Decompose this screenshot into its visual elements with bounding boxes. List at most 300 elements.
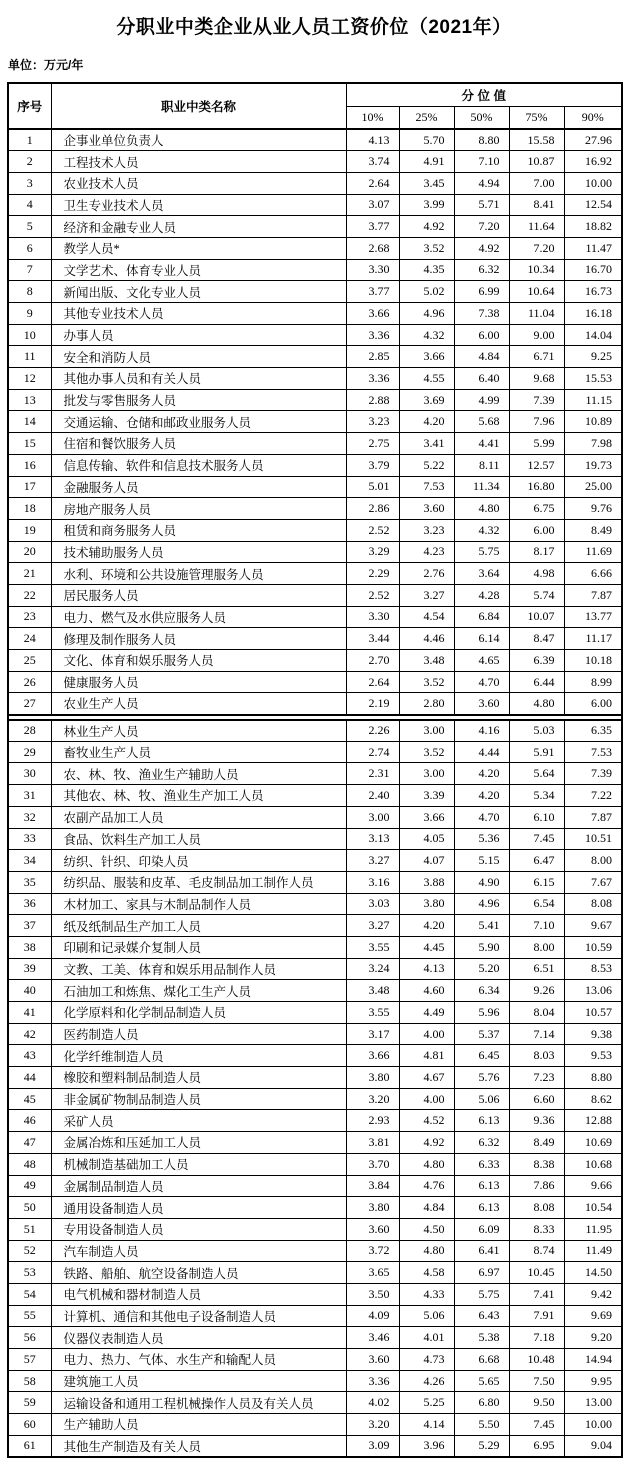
- percentile-value-cell-p50: 6.33: [454, 1153, 509, 1175]
- percentile-value-cell-p10: 3.44: [346, 628, 399, 650]
- percentile-value-cell-p10: 3.36: [346, 1370, 399, 1392]
- table-row: [8, 324, 622, 346]
- percentile-value-cell-p10: 2.93: [346, 1110, 399, 1132]
- percentile-value-cell-p25: 7.53: [399, 476, 454, 498]
- occupation-name-cell: 新闻出版、文化专业人员: [51, 281, 346, 303]
- percentile-value-cell-p25: 4.92: [399, 1132, 454, 1154]
- percentile-value-cell-p50: 4.44: [454, 741, 509, 763]
- occupation-name-cell: 运输设备和通用工程机械操作人员及有关人员: [51, 1392, 346, 1414]
- table-row: [8, 958, 622, 980]
- percentile-value-cell-p10: 4.09: [346, 1305, 399, 1327]
- percentile-value-cell-p25: 4.45: [399, 936, 454, 958]
- table-row: [8, 1110, 622, 1132]
- row-index-cell: 33: [8, 828, 51, 850]
- percentile-value-cell-p10: 3.72: [346, 1240, 399, 1262]
- percentile-value-cell-p75: 7.41: [509, 1283, 564, 1305]
- percentile-value-cell-p50: 6.99: [454, 281, 509, 303]
- percentile-value-cell-p10: 3.30: [346, 606, 399, 628]
- percentile-value-cell-p25: 4.23: [399, 541, 454, 563]
- percentile-value-cell-p50: 6.40: [454, 368, 509, 390]
- table-row: [8, 1067, 622, 1089]
- row-index-cell: 29: [8, 741, 51, 763]
- percentile-value-cell-p75: 8.47: [509, 628, 564, 650]
- percentile-value-cell-p25: 5.22: [399, 454, 454, 476]
- percentile-value-cell-p25: 4.54: [399, 606, 454, 628]
- percentile-value-cell-p10: 3.66: [346, 1045, 399, 1067]
- table-row: [8, 1175, 622, 1197]
- percentile-value-cell-p10: 3.36: [346, 368, 399, 390]
- percentile-value-cell-p90: 16.92: [564, 151, 622, 173]
- percentile-value-cell-p90: 9.38: [564, 1023, 622, 1045]
- occupation-name-cell: 技术辅助服务人员: [51, 541, 346, 563]
- percentile-value-cell-p10: 2.88: [346, 389, 399, 411]
- percentile-value-cell-p10: 2.26: [346, 720, 399, 742]
- percentile-value-cell-p90: 9.76: [564, 498, 622, 520]
- row-index-cell: 40: [8, 980, 51, 1002]
- percentile-value-cell-p10: 3.29: [346, 541, 399, 563]
- percentile-value-cell-p75: 9.50: [509, 1392, 564, 1414]
- row-index-cell: 23: [8, 606, 51, 628]
- row-index-cell: 22: [8, 584, 51, 606]
- row-index-cell: 27: [8, 693, 51, 715]
- percentile-value-cell-p75: 6.51: [509, 958, 564, 980]
- percentile-value-cell-p50: 7.38: [454, 303, 509, 325]
- occupation-name-cell: 医药制造人员: [51, 1023, 346, 1045]
- row-index-cell: 52: [8, 1240, 51, 1262]
- percentile-value-cell-p50: 5.90: [454, 936, 509, 958]
- percentile-value-cell-p50: 4.70: [454, 671, 509, 693]
- percentile-value-cell-p75: 11.64: [509, 216, 564, 238]
- percentile-value-cell-p90: 14.04: [564, 324, 622, 346]
- percentile-value-cell-p75: 5.03: [509, 720, 564, 742]
- percentile-value-cell-p75: 4.98: [509, 563, 564, 585]
- percentile-value-cell-p50: 5.76: [454, 1067, 509, 1089]
- row-index-cell: 41: [8, 1002, 51, 1024]
- percentile-value-cell-p50: 6.00: [454, 324, 509, 346]
- percentile-value-cell-p10: 3.55: [346, 1002, 399, 1024]
- percentile-value-cell-p10: 2.74: [346, 741, 399, 763]
- occupation-name-cell: 文化、体育和娱乐服务人员: [51, 650, 346, 672]
- table-row: [8, 980, 622, 1002]
- percentile-value-cell-p75: 6.39: [509, 650, 564, 672]
- occupation-name-cell: 农、林、牧、渔业生产辅助人员: [51, 763, 346, 785]
- col-header-p50: 50%: [454, 107, 509, 130]
- percentile-value-cell-p50: 4.70: [454, 806, 509, 828]
- percentile-value-cell-p50: 4.84: [454, 346, 509, 368]
- occupation-name-cell: 住宿和餐饮服务人员: [51, 433, 346, 455]
- table-row: [8, 216, 622, 238]
- col-header-p10: 10%: [346, 107, 399, 130]
- percentile-value-cell-p50: 5.38: [454, 1327, 509, 1349]
- percentile-value-cell-p10: 2.70: [346, 650, 399, 672]
- percentile-value-cell-p10: 3.30: [346, 259, 399, 281]
- percentile-value-cell-p50: 4.94: [454, 172, 509, 194]
- table-row: [8, 433, 622, 455]
- percentile-value-cell-p10: 3.27: [346, 915, 399, 937]
- percentile-value-cell-p75: 8.04: [509, 1002, 564, 1024]
- occupation-name-cell: 仪器仪表制造人员: [51, 1327, 346, 1349]
- row-index-cell: 11: [8, 346, 51, 368]
- percentile-value-cell-p25: 4.60: [399, 980, 454, 1002]
- percentile-value-cell-p90: 7.39: [564, 763, 622, 785]
- percentile-value-cell-p75: 4.80: [509, 693, 564, 715]
- percentile-value-cell-p75: 7.86: [509, 1175, 564, 1197]
- percentile-value-cell-p25: 3.45: [399, 172, 454, 194]
- occupation-name-cell: 农业技术人员: [51, 172, 346, 194]
- percentile-value-cell-p75: 10.64: [509, 281, 564, 303]
- percentile-value-cell-p25: 3.27: [399, 584, 454, 606]
- percentile-value-cell-p25: 4.92: [399, 216, 454, 238]
- row-index-cell: 8: [8, 281, 51, 303]
- table-row: [8, 454, 622, 476]
- occupation-name-cell: 通用设备制造人员: [51, 1197, 346, 1219]
- percentile-value-cell-p75: 7.18: [509, 1327, 564, 1349]
- percentile-value-cell-p50: 5.36: [454, 828, 509, 850]
- percentile-value-cell-p90: 7.98: [564, 433, 622, 455]
- row-index-cell: 4: [8, 194, 51, 216]
- occupation-name-cell: 生产辅助人员: [51, 1414, 346, 1436]
- percentile-value-cell-p25: 4.13: [399, 958, 454, 980]
- percentile-value-cell-p25: 2.76: [399, 563, 454, 585]
- percentile-value-cell-p25: 4.67: [399, 1067, 454, 1089]
- table-row: [8, 1327, 622, 1349]
- percentile-value-cell-p25: 4.05: [399, 828, 454, 850]
- percentile-value-cell-p90: 7.53: [564, 741, 622, 763]
- percentile-value-cell-p75: 8.41: [509, 194, 564, 216]
- table-row: [8, 194, 622, 216]
- percentile-value-cell-p10: 3.77: [346, 281, 399, 303]
- percentile-value-cell-p90: 11.95: [564, 1218, 622, 1240]
- percentile-value-cell-p90: 14.50: [564, 1262, 622, 1284]
- table-row: [8, 1392, 622, 1414]
- table-row: [8, 1153, 622, 1175]
- percentile-value-cell-p90: 13.06: [564, 980, 622, 1002]
- table-row: [8, 1088, 622, 1110]
- percentile-value-cell-p10: 4.02: [346, 1392, 399, 1414]
- percentile-value-cell-p50: 4.32: [454, 519, 509, 541]
- percentile-value-cell-p25: 4.80: [399, 1153, 454, 1175]
- percentile-value-cell-p90: 9.20: [564, 1327, 622, 1349]
- percentile-value-cell-p25: 4.55: [399, 368, 454, 390]
- occupation-name-cell: 化学纤维制造人员: [51, 1045, 346, 1067]
- percentile-value-cell-p50: 3.64: [454, 563, 509, 585]
- percentile-value-cell-p50: 6.13: [454, 1175, 509, 1197]
- table-row: [8, 806, 622, 828]
- percentile-value-cell-p10: 2.31: [346, 763, 399, 785]
- percentile-value-cell-p50: 6.32: [454, 259, 509, 281]
- col-header-p25: 25%: [399, 107, 454, 130]
- percentile-value-cell-p50: 4.96: [454, 893, 509, 915]
- table-row: [8, 1023, 622, 1045]
- percentile-value-cell-p50: 4.16: [454, 720, 509, 742]
- table-row: [8, 237, 622, 259]
- percentile-value-cell-p10: 3.20: [346, 1088, 399, 1110]
- percentile-value-cell-p50: 5.65: [454, 1370, 509, 1392]
- table-row: [8, 1262, 622, 1284]
- row-index-cell: 6: [8, 237, 51, 259]
- percentile-value-cell-p75: 6.00: [509, 519, 564, 541]
- percentile-value-cell-p90: 6.00: [564, 693, 622, 715]
- percentile-value-cell-p25: 5.02: [399, 281, 454, 303]
- percentile-value-cell-p50: 4.41: [454, 433, 509, 455]
- percentile-value-cell-p25: 4.96: [399, 303, 454, 325]
- percentile-value-cell-p90: 14.94: [564, 1349, 622, 1371]
- percentile-value-cell-p75: 6.54: [509, 893, 564, 915]
- col-header-percentile-group: 分 位 值: [346, 83, 622, 107]
- occupation-name-cell: 电力、燃气及水供应服务人员: [51, 606, 346, 628]
- occupation-name-cell: 其他专业技术人员: [51, 303, 346, 325]
- percentile-value-cell-p50: 5.20: [454, 958, 509, 980]
- percentile-value-cell-p90: 10.54: [564, 1197, 622, 1219]
- percentile-value-cell-p25: 4.07: [399, 850, 454, 872]
- occupation-name-cell: 安全和消防人员: [51, 346, 346, 368]
- wage-table: [7, 82, 623, 1458]
- percentile-value-cell-p25: 4.14: [399, 1414, 454, 1436]
- occupation-name-cell: 水利、环境和公共设施管理服务人员: [51, 563, 346, 585]
- occupation-name-cell: 石油加工和炼焦、煤化工生产人员: [51, 980, 346, 1002]
- percentile-value-cell-p75: 6.75: [509, 498, 564, 520]
- table-row: [8, 606, 622, 628]
- percentile-value-cell-p10: 2.68: [346, 237, 399, 259]
- percentile-value-cell-p25: 3.41: [399, 433, 454, 455]
- percentile-value-cell-p10: 3.77: [346, 216, 399, 238]
- percentile-value-cell-p50: 6.41: [454, 1240, 509, 1262]
- occupation-name-cell: 其他生产制造及有关人员: [51, 1435, 346, 1457]
- occupation-name-cell: 金融服务人员: [51, 476, 346, 498]
- percentile-value-cell-p75: 7.45: [509, 1414, 564, 1436]
- percentile-value-cell-p10: 3.17: [346, 1023, 399, 1045]
- occupation-name-cell: 修理及制作服务人员: [51, 628, 346, 650]
- percentile-value-cell-p90: 16.18: [564, 303, 622, 325]
- percentile-value-cell-p90: 10.18: [564, 650, 622, 672]
- table-row: [8, 741, 622, 763]
- percentile-value-cell-p75: 7.00: [509, 172, 564, 194]
- percentile-value-cell-p90: 9.25: [564, 346, 622, 368]
- percentile-value-cell-p10: 2.64: [346, 172, 399, 194]
- occupation-name-cell: 林业生产人员: [51, 720, 346, 742]
- percentile-value-cell-p75: 10.07: [509, 606, 564, 628]
- percentile-value-cell-p90: 18.82: [564, 216, 622, 238]
- percentile-value-cell-p75: 7.96: [509, 411, 564, 433]
- occupation-name-cell: 文教、工美、体育和娱乐用品制作人员: [51, 958, 346, 980]
- row-index-cell: 12: [8, 368, 51, 390]
- percentile-value-cell-p90: 10.00: [564, 1414, 622, 1436]
- occupation-name-cell: 交通运输、仓储和邮政业服务人员: [51, 411, 346, 433]
- percentile-value-cell-p10: 3.65: [346, 1262, 399, 1284]
- percentile-value-cell-p50: 5.06: [454, 1088, 509, 1110]
- percentile-value-cell-p90: 6.35: [564, 720, 622, 742]
- row-index-cell: 13: [8, 389, 51, 411]
- row-index-cell: 38: [8, 936, 51, 958]
- percentile-value-cell-p90: 11.17: [564, 628, 622, 650]
- table-row: [8, 519, 622, 541]
- percentile-value-cell-p75: 8.33: [509, 1218, 564, 1240]
- table-row: [8, 871, 622, 893]
- table-row: [8, 828, 622, 850]
- table-row: [8, 389, 622, 411]
- percentile-value-cell-p10: 3.20: [346, 1414, 399, 1436]
- percentile-value-cell-p75: 6.95: [509, 1435, 564, 1457]
- percentile-value-cell-p50: 7.10: [454, 151, 509, 173]
- percentile-value-cell-p25: 4.33: [399, 1283, 454, 1305]
- percentile-value-cell-p75: 8.17: [509, 541, 564, 563]
- percentile-value-cell-p50: 11.34: [454, 476, 509, 498]
- table-row: [8, 915, 622, 937]
- percentile-value-cell-p25: 4.46: [399, 628, 454, 650]
- occupation-name-cell: 畜牧业生产人员: [51, 741, 346, 763]
- occupation-name-cell: 农业生产人员: [51, 693, 346, 715]
- percentile-value-cell-p50: 8.80: [454, 129, 509, 151]
- occupation-name-cell: 金属制品制造人员: [51, 1175, 346, 1197]
- percentile-value-cell-p10: 2.86: [346, 498, 399, 520]
- percentile-value-cell-p10: 5.01: [346, 476, 399, 498]
- occupation-name-cell: 木材加工、家具与木制品制作人员: [51, 893, 346, 915]
- occupation-name-cell: 机械制造基础加工人员: [51, 1153, 346, 1175]
- occupation-name-cell: 其他农、林、牧、渔业生产加工人员: [51, 785, 346, 807]
- percentile-value-cell-p25: 4.50: [399, 1218, 454, 1240]
- percentile-value-cell-p25: 5.70: [399, 129, 454, 151]
- percentile-value-cell-p50: 6.09: [454, 1218, 509, 1240]
- occupation-name-cell: 非金属矿物制品制造人员: [51, 1088, 346, 1110]
- percentile-value-cell-p25: 4.00: [399, 1023, 454, 1045]
- occupation-name-cell: 金属冶炼和压延加工人员: [51, 1132, 346, 1154]
- table-row: [8, 584, 622, 606]
- percentile-value-cell-p25: 3.52: [399, 741, 454, 763]
- percentile-value-cell-p50: 5.71: [454, 194, 509, 216]
- percentile-value-cell-p50: 5.37: [454, 1023, 509, 1045]
- occupation-name-cell: 橡胶和塑料制品制造人员: [51, 1067, 346, 1089]
- percentile-value-cell-p90: 9.53: [564, 1045, 622, 1067]
- percentile-value-cell-p50: 4.90: [454, 871, 509, 893]
- row-index-cell: 49: [8, 1175, 51, 1197]
- row-index-cell: 14: [8, 411, 51, 433]
- percentile-value-cell-p10: 3.46: [346, 1327, 399, 1349]
- percentile-value-cell-p90: 7.22: [564, 785, 622, 807]
- occupation-name-cell: 采矿人员: [51, 1110, 346, 1132]
- row-index-cell: 15: [8, 433, 51, 455]
- table-row: [8, 628, 622, 650]
- occupation-name-cell: 纺织品、服装和皮革、毛皮制品加工制作人员: [51, 871, 346, 893]
- row-index-cell: 32: [8, 806, 51, 828]
- occupation-name-cell: 健康服务人员: [51, 671, 346, 693]
- percentile-value-cell-p10: 2.85: [346, 346, 399, 368]
- percentile-value-cell-p50: 5.68: [454, 411, 509, 433]
- percentile-value-cell-p75: 5.99: [509, 433, 564, 455]
- table-row: [8, 172, 622, 194]
- row-index-cell: 1: [8, 129, 51, 151]
- percentile-value-cell-p90: 8.49: [564, 519, 622, 541]
- percentile-value-cell-p10: 2.64: [346, 671, 399, 693]
- percentile-value-cell-p75: 8.49: [509, 1132, 564, 1154]
- percentile-value-cell-p90: 15.53: [564, 368, 622, 390]
- percentile-value-cell-p25: 3.88: [399, 871, 454, 893]
- table-row: [8, 1349, 622, 1371]
- table-row: [8, 563, 622, 585]
- row-index-cell: 47: [8, 1132, 51, 1154]
- percentile-value-cell-p25: 2.80: [399, 693, 454, 715]
- occupation-name-cell: 租赁和商务服务人员: [51, 519, 346, 541]
- table-row: [8, 1370, 622, 1392]
- percentile-value-cell-p90: 8.53: [564, 958, 622, 980]
- occupation-name-cell: 电力、热力、气体、水生产和输配人员: [51, 1349, 346, 1371]
- percentile-value-cell-p50: 6.32: [454, 1132, 509, 1154]
- percentile-value-cell-p90: 12.88: [564, 1110, 622, 1132]
- percentile-value-cell-p25: 3.80: [399, 893, 454, 915]
- percentile-value-cell-p25: 3.66: [399, 806, 454, 828]
- table-row: [8, 368, 622, 390]
- unit-label: 单位：万元/年: [8, 58, 84, 72]
- occupation-name-cell: 批发与零售服务人员: [51, 389, 346, 411]
- page-title: 分职业中类企业从业人员工资价位（2021年）: [116, 17, 512, 38]
- row-index-cell: 28: [8, 720, 51, 742]
- percentile-value-cell-p75: 7.39: [509, 389, 564, 411]
- header-row-top: [8, 83, 622, 107]
- percentile-value-cell-p75: 7.14: [509, 1023, 564, 1045]
- row-index-cell: 19: [8, 519, 51, 541]
- percentile-value-cell-p90: 11.69: [564, 541, 622, 563]
- occupation-name-cell: 房地产服务人员: [51, 498, 346, 520]
- percentile-value-cell-p90: 9.67: [564, 915, 622, 937]
- percentile-value-cell-p90: 7.87: [564, 806, 622, 828]
- row-index-cell: 44: [8, 1067, 51, 1089]
- percentile-value-cell-p75: 10.87: [509, 151, 564, 173]
- row-index-cell: 5: [8, 216, 51, 238]
- row-index-cell: 18: [8, 498, 51, 520]
- percentile-value-cell-p25: 5.06: [399, 1305, 454, 1327]
- percentile-value-cell-p90: 8.99: [564, 671, 622, 693]
- table-row: [8, 1305, 622, 1327]
- table-row: [8, 763, 622, 785]
- percentile-value-cell-p10: 3.48: [346, 980, 399, 1002]
- percentile-value-cell-p50: 4.20: [454, 763, 509, 785]
- percentile-value-cell-p90: 9.66: [564, 1175, 622, 1197]
- percentile-value-cell-p90: 8.80: [564, 1067, 622, 1089]
- percentile-value-cell-p90: 16.70: [564, 259, 622, 281]
- table-row: [8, 541, 622, 563]
- percentile-value-cell-p75: 10.34: [509, 259, 564, 281]
- percentile-value-cell-p75: 5.74: [509, 584, 564, 606]
- occupation-name-cell: 纺织、针织、印染人员: [51, 850, 346, 872]
- row-index-cell: 24: [8, 628, 51, 650]
- table-row: [8, 303, 622, 325]
- percentile-value-cell-p50: 4.99: [454, 389, 509, 411]
- occupation-name-cell: 食品、饮料生产加工人员: [51, 828, 346, 850]
- row-index-cell: 2: [8, 151, 51, 173]
- row-index-cell: 17: [8, 476, 51, 498]
- percentile-value-cell-p10: 3.79: [346, 454, 399, 476]
- occupation-name-cell: 其他办事人员和有关人员: [51, 368, 346, 390]
- percentile-value-cell-p75: 5.91: [509, 741, 564, 763]
- percentile-value-cell-p25: 4.58: [399, 1262, 454, 1284]
- occupation-name-cell: 印刷和记录媒介复制人员: [51, 936, 346, 958]
- row-index-cell: 61: [8, 1435, 51, 1457]
- table-row: [8, 671, 622, 693]
- row-index-cell: 60: [8, 1414, 51, 1436]
- percentile-value-cell-p50: 6.80: [454, 1392, 509, 1414]
- row-index-cell: 16: [8, 454, 51, 476]
- percentile-value-cell-p50: 5.75: [454, 541, 509, 563]
- occupation-name-cell: 铁路、船舶、航空设备制造人员: [51, 1262, 346, 1284]
- percentile-value-cell-p75: 9.68: [509, 368, 564, 390]
- percentile-value-cell-p50: 6.34: [454, 980, 509, 1002]
- percentile-value-cell-p25: 3.52: [399, 237, 454, 259]
- percentile-value-cell-p75: 7.23: [509, 1067, 564, 1089]
- table-row: [8, 1414, 622, 1436]
- row-index-cell: 42: [8, 1023, 51, 1045]
- percentile-value-cell-p25: 4.76: [399, 1175, 454, 1197]
- percentile-value-cell-p75: 8.08: [509, 1197, 564, 1219]
- percentile-value-cell-p75: 7.91: [509, 1305, 564, 1327]
